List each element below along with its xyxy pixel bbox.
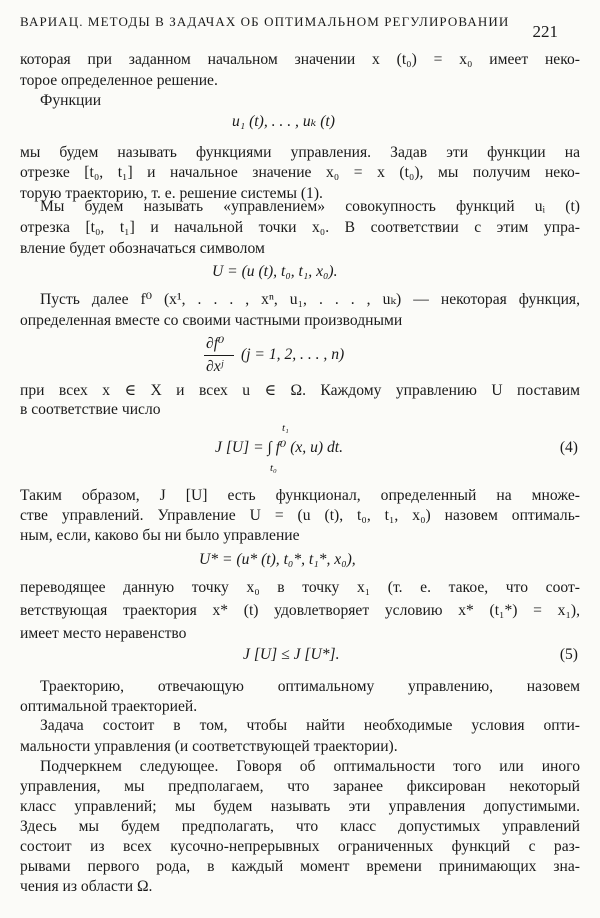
derivative-numerator: ∂f⁰ bbox=[206, 335, 225, 352]
text-line: мальности управления (и соответствующей траектории). bbox=[20, 738, 398, 755]
text-line: отрезка [t₀, t₁] и начальной точки x₀. В соответствии с этим упра- bbox=[20, 219, 580, 236]
text-line: торое определенное решение. bbox=[20, 72, 218, 89]
text-line: определенная вместе со своими частными производными bbox=[20, 312, 403, 329]
integral-lower-limit: t₀ bbox=[270, 462, 277, 474]
equation-control-U: U = (u (t), t₀, t₁, x₀). bbox=[212, 263, 338, 280]
text-line: при всех x ∈ X и всех u ∈ Ω. Каждому управлению U поставим bbox=[20, 382, 580, 399]
integral-upper-limit: t₁ bbox=[282, 422, 289, 434]
text-line: вление будет обозначаться символом bbox=[20, 240, 265, 257]
text-line: Пусть далее f⁰ (x¹, . . . , xⁿ, u₁, . . . , uₖ) — некоторая функция, bbox=[40, 291, 580, 308]
text-line: Таким образом, J [U] есть функционал, определенный на множе- bbox=[20, 487, 580, 504]
text-line: ветствующая траектория x* (t) удовлетворяет условию x* (t₁*) = x₁), bbox=[20, 602, 580, 619]
text-line: оптимальной траекторией. bbox=[20, 698, 198, 715]
text-line: Мы будем называть «управлением» совокупность функций uᵢ (t) bbox=[40, 198, 580, 215]
text-line: Здесь мы будем предполагать, что класс допустимых управлений bbox=[20, 818, 580, 835]
page-number: 221 bbox=[532, 22, 558, 41]
text-line: Траекторию, отвечающую оптимальному управлению, назовем bbox=[40, 678, 580, 695]
derivative-index-range: (j = 1, 2, . . . , n) bbox=[241, 346, 345, 363]
text-line: Функции bbox=[40, 92, 102, 109]
text-line: состоит из всех кусочно-непрерывных ограниченных функций с раз- bbox=[20, 838, 580, 855]
equation-inequality: J [U] ≤ J [U*]. bbox=[243, 646, 340, 663]
text-line: имеет место неравенство bbox=[20, 625, 187, 642]
text-line: Подчеркнем следующее. Говоря об оптимальности того или иного bbox=[40, 758, 580, 775]
running-header bbox=[20, 12, 580, 41]
text-line: ным, если, каково бы ни было управление bbox=[20, 527, 300, 544]
header-title: ВАРИАЦ. МЕТОДЫ В ЗАДАЧАХ ОБ ОПТИМАЛЬНОМ РЕГУЛИРОВАНИИ bbox=[20, 14, 510, 29]
text-line: переводящее данную точку x₀ в точку x₁ (т. е. такое, что соот- bbox=[20, 579, 580, 596]
text-line: Задача состоит в том, чтобы найти необходимые условия опти- bbox=[40, 717, 580, 734]
text-line: управления, мы предполагаем, что заранее фиксирован некоторый bbox=[20, 778, 580, 795]
text-line: мы будем называть функциями управления. Задав эти функции на bbox=[20, 144, 580, 161]
text-line: стве управлений. Управление U = (u (t), t₀, t₁, x₀) назовем оптималь- bbox=[20, 507, 580, 524]
fraction-bar bbox=[204, 355, 234, 356]
text-line: в соответствие число bbox=[20, 401, 161, 418]
equation-optimal-control: U* = (u* (t), t₀*, t₁*, x₀), bbox=[199, 551, 356, 568]
text-line: которая при заданном начальном значении x (t₀) = x₀ имеет неко- bbox=[20, 51, 580, 68]
equation-controls: u₁ (t), . . . , uₖ (t) bbox=[232, 113, 335, 130]
text-line: отрезке [t₀, t₁] и начальное значение x₀ = x (t₀), мы получим неко- bbox=[20, 164, 580, 181]
equation-functional: J [U] = ∫ f⁰ (x, u) dt. bbox=[215, 439, 344, 456]
equation-number: (5) bbox=[559, 646, 578, 663]
text-line: торую траекторию, т. е. решение системы (1). bbox=[20, 185, 323, 202]
text-line: чения из области Ω. bbox=[20, 878, 153, 895]
equation-number: (4) bbox=[559, 439, 578, 456]
derivative-denominator: ∂xʲ bbox=[206, 358, 224, 375]
text-line: рывами первого рода, в каждый момент времени принимающих зна- bbox=[20, 858, 580, 875]
text-line: класс управлений; мы будем называть эти управления допустимыми. bbox=[20, 798, 580, 815]
